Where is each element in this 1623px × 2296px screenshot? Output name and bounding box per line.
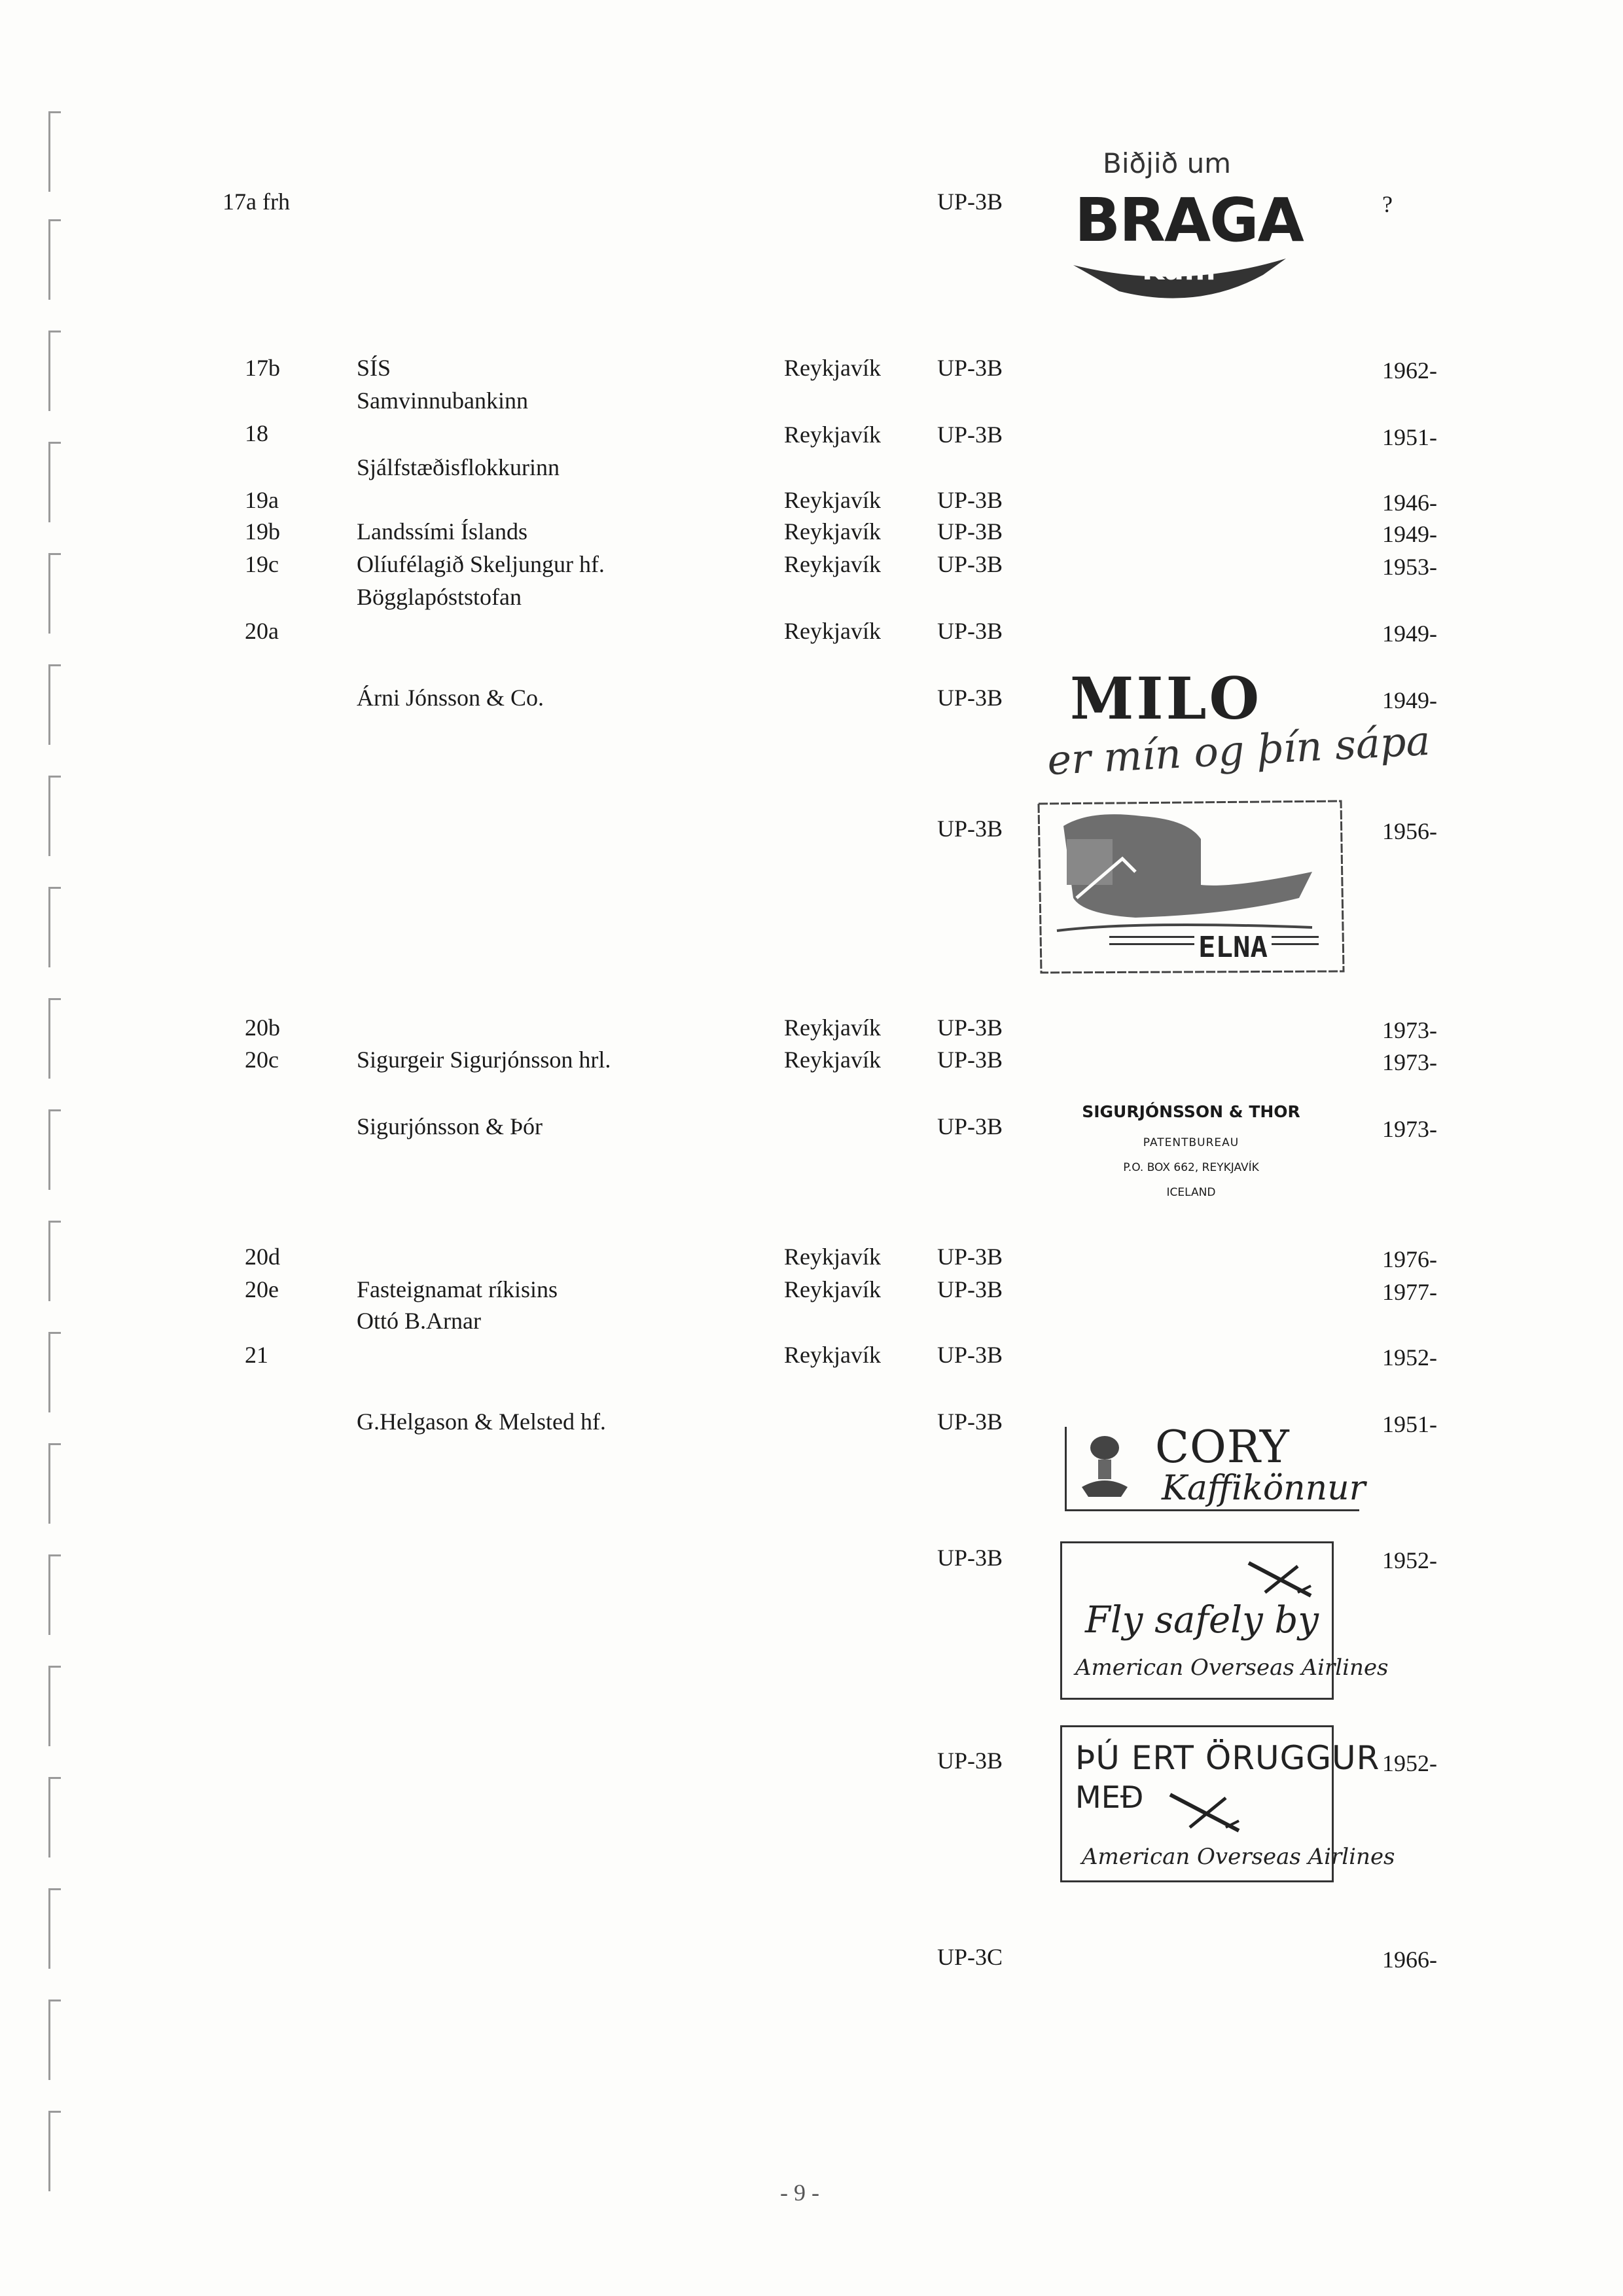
postmark-type: UP-3B	[937, 487, 1003, 513]
postmark-type: UP-3B	[937, 355, 1003, 381]
postmark-type: UP-3B	[937, 1408, 1003, 1435]
year: 1973-	[1382, 1017, 1437, 1043]
elna-brand-text: ELNA	[1194, 931, 1272, 964]
year: 1962-	[1382, 357, 1437, 384]
year: 1946-	[1382, 490, 1437, 516]
year: 1952-	[1382, 1344, 1437, 1371]
year: 1976-	[1382, 1246, 1437, 1272]
year: 1977-	[1382, 1279, 1437, 1305]
postmark-type: UP-3B	[937, 1276, 1003, 1302]
year: 1951-	[1382, 424, 1437, 450]
row-number: 19c	[245, 551, 279, 577]
stamp-line-1: SIGURJÓNSSON & THOR	[1082, 1102, 1300, 1121]
company-name: Árni Jónsson & Co.	[357, 685, 544, 711]
company-name: Landssími Íslands	[357, 518, 527, 545]
postmark-type: UP-3C	[937, 1944, 1003, 1970]
postmark-type: UP-3B	[937, 1113, 1003, 1139]
place: Reykjavík	[784, 1342, 881, 1368]
company-name: G.Helgason & Melsted hf.	[357, 1408, 606, 1435]
year: 1973-	[1382, 1116, 1437, 1142]
place: Reykjavík	[784, 1014, 881, 1041]
row-number: 19a	[245, 487, 279, 513]
company-name: Ottó B.Arnar	[357, 1308, 481, 1334]
postmark-type: UP-3B	[937, 685, 1003, 711]
row-number: 21	[245, 1342, 268, 1368]
row-number: 20a	[245, 618, 279, 644]
postmark-type: UP-3B	[937, 1014, 1003, 1041]
coffee-maker-icon	[1075, 1428, 1134, 1500]
braga-kaffi-stamp	[1067, 147, 1303, 314]
airplane-icon	[1167, 1785, 1245, 1837]
sewing-machine-icon	[1037, 800, 1345, 975]
place: Reykjavík	[784, 518, 881, 545]
company-name: Fasteignamat ríkisins	[357, 1276, 558, 1302]
company-name: Sjálfstæðisflokkurinn	[357, 454, 560, 480]
row-number: 17b	[245, 355, 280, 381]
american-overseas-airlines-icelandic-stamp	[1060, 1725, 1395, 1882]
postmark-type: UP-3B	[937, 1545, 1003, 1571]
postmark-type: UP-3B	[937, 1748, 1003, 1774]
cory-brand-text: CORY	[1155, 1422, 1290, 1473]
row-number: 20e	[245, 1276, 279, 1302]
postmark-type: UP-3B	[937, 816, 1003, 842]
cory-stamp	[1063, 1422, 1366, 1513]
company-name: Sigurgeir Sigurjónsson hrl.	[357, 1047, 611, 1073]
year: 1966-	[1382, 1946, 1437, 1973]
year: 1953-	[1382, 554, 1437, 580]
page-number: - 9 -	[780, 2179, 819, 2206]
stamp-line-2: PATENTBUREAU	[1143, 1136, 1240, 1149]
milo-slogan-text: er mín og þín sápa	[1046, 716, 1432, 785]
company-name: Sigurjónsson & Þór	[357, 1113, 543, 1139]
postmark-type: UP-3B	[937, 1342, 1003, 1368]
stamp-brand-text: BRAGA	[1075, 185, 1303, 255]
postmark-type: UP-3B	[937, 422, 1003, 448]
year: ?	[1382, 191, 1393, 217]
postmark-type: UP-3B	[937, 1244, 1003, 1270]
place: Reykjavík	[784, 1244, 881, 1270]
company-name: Olíufélagið Skeljungur hf.	[357, 551, 605, 577]
elna-sewing-machine-stamp	[1037, 800, 1345, 975]
american-overseas-airlines-stamp	[1060, 1541, 1389, 1700]
cory-product-text: Kaffikönnur	[1162, 1469, 1366, 1508]
row-number: 19b	[245, 518, 280, 545]
place: Reykjavík	[784, 1276, 881, 1302]
place: Reykjavík	[784, 355, 881, 381]
stamp-border-bottom	[1065, 1509, 1359, 1511]
postmark-type: UP-3B	[937, 188, 1003, 215]
stamp-slogan-text: ÞÚ ERT ÖRUGGUR	[1075, 1739, 1380, 1777]
stamp-meth-text: MEÐ	[1075, 1780, 1144, 1815]
row-number: 17a frh	[223, 188, 290, 215]
company-name: Samvinnubankinn	[357, 387, 528, 414]
postmark-type: UP-3B	[937, 1047, 1003, 1073]
stamp-top-text: Biðjið um	[1103, 147, 1232, 179]
year: 1973-	[1382, 1049, 1437, 1075]
year: 1952-	[1382, 1547, 1437, 1573]
row-number: 20b	[245, 1014, 280, 1041]
stamp-line-3: P.O. BOX 662, REYKJAVÍK	[1123, 1161, 1259, 1174]
postmark-type: UP-3B	[937, 518, 1003, 545]
stamp-border-left	[1065, 1427, 1067, 1509]
place: Reykjavík	[784, 422, 881, 448]
place: Reykjavík	[784, 487, 881, 513]
postmark-type: UP-3B	[937, 551, 1003, 577]
sigurjonsson-thor-stamp	[1060, 1102, 1322, 1213]
year: 1956-	[1382, 818, 1437, 844]
airplane-icon	[1245, 1556, 1317, 1602]
row-number: 18	[245, 420, 268, 446]
stamp-bottom-text: Kaffi	[1142, 253, 1216, 287]
milo-brand-text: MILO	[1070, 664, 1262, 732]
year: 1949-	[1382, 687, 1437, 713]
place: Reykjavík	[784, 551, 881, 577]
company-name: Bögglapóststofan	[357, 584, 522, 610]
postmark-type: UP-3B	[937, 618, 1003, 644]
place: Reykjavík	[784, 1047, 881, 1073]
company-name: SÍS	[357, 355, 391, 381]
year: 1952-	[1382, 1750, 1437, 1776]
year: 1949-	[1382, 521, 1437, 547]
stamp-airline-text: American Overseas Airlines	[1075, 1655, 1389, 1681]
row-number: 20c	[245, 1047, 279, 1073]
year: 1949-	[1382, 620, 1437, 647]
year: 1951-	[1382, 1411, 1437, 1437]
row-number: 20d	[245, 1244, 280, 1270]
stamp-line-4: ICELAND	[1166, 1186, 1216, 1199]
stamp-slogan-text: Fly safely by	[1085, 1599, 1319, 1641]
stamp-airline-text: American Overseas Airlines	[1082, 1844, 1395, 1870]
place: Reykjavík	[784, 618, 881, 644]
